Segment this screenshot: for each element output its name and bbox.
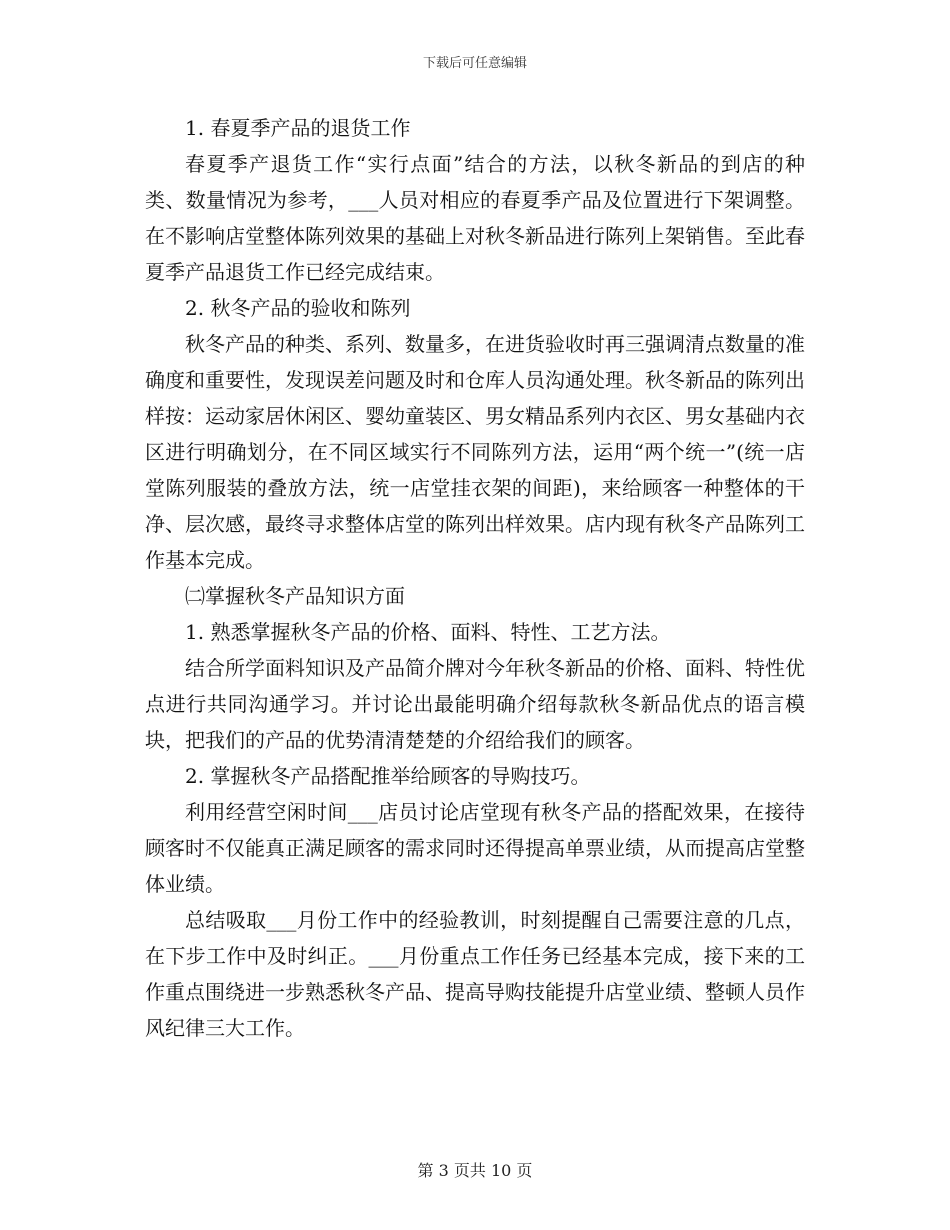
paragraph-summary: 总结吸取___月份工作中的经验教训，时刻提醒自己需要注意的几点，在下步工作中及时纠正。___月份重点工作任务已经基本完成，接下来的工作重点围绕进一步熟悉秋冬产品、提高导购技能提升店堂业绩、整顿人员作风纪律三大工作。 bbox=[145, 908, 805, 1040]
page-header: 下载后可任意编辑 bbox=[422, 56, 527, 71]
section-heading-sales-skills: 2. 掌握秋冬产品搭配推举给顾客的导购技巧。 bbox=[185, 764, 591, 788]
document-body bbox=[145, 110, 805, 1046]
paragraph-sales: 利用经营空闲时间___店员讨论店堂现有秋冬产品的搭配效果，在接待顾客时不仅能真正满足顾客的需求同时还得提高单票业绩，从而提高店堂整体业绩。 bbox=[145, 800, 805, 896]
section-heading-product-knowledge: ㈡掌握秋冬产品知识方面 bbox=[185, 584, 405, 608]
paragraph-returns: 春夏季产退货工作“实行点面”结合的方法，以秋冬新品的到店的种类、数量情况为参考，___人员对相应的春夏季产品及位置进行下架调整。在不影响店堂整体陈列效果的基础上对秋冬新品进行陈列上架销售。至此春夏季产品退货工作已经完成结束。 bbox=[145, 152, 805, 284]
paragraph-knowledge: 结合所学面料知识及产品简介牌对今年秋冬新品的价格、面料、特性优点进行共同沟通学习。并讨论出最能明确介绍每款秋冬新品优点的语言模块，把我们的产品的优势清清楚楚的介绍给我们的顾客。 bbox=[145, 656, 805, 752]
section-heading-spring-summer-returns: 1. 春夏季产品的退货工作 bbox=[185, 116, 411, 140]
section-heading-autumn-winter-display: 2. 秋冬产品的验收和陈列 bbox=[185, 296, 411, 320]
page-footer: 第 3 页共 10 页 bbox=[417, 1161, 533, 1180]
paragraph-display: 秋冬产品的种类、系列、数量多，在进货验收时再三强调清点数量的准确度和重要性，发现误差问题及时和仓库人员沟通处理。秋冬新品的陈列出样按：运动家居休闲区、婴幼童装区、男女精品系列内衣区、男女基础内衣区进行明确划分，在不同区域实行不同陈列方法，运用“两个统一”(统一店堂陈列服装的叠放方法，统一店堂挂衣架的间距)，来给顾客一种整体的干净、层次感，最终寻求整体店堂的陈列出样效果。店内现有秋冬产品陈列工作基本完成。 bbox=[145, 332, 805, 572]
section-heading-pricing-materials: 1. 熟悉掌握秋冬产品的价格、面料、特性、工艺方法。 bbox=[185, 620, 671, 644]
